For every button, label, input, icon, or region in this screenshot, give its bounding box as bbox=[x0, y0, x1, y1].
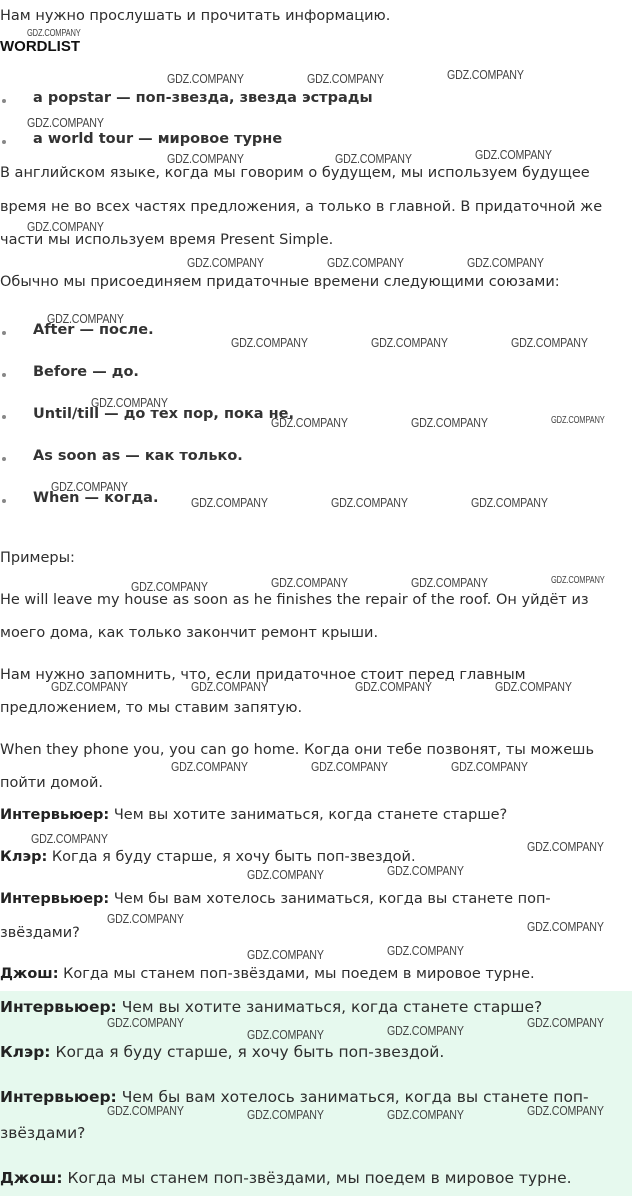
answer-line bbox=[0, 1169, 572, 1187]
wordlist-item bbox=[16, 131, 282, 147]
watermark: GDZ.COMPANY bbox=[471, 495, 548, 510]
watermark: GDZ.COMPANY bbox=[331, 495, 408, 510]
grammar-paragraph: В английском языке, когда мы говорим о будущем, мы используем будущее bbox=[0, 165, 590, 181]
answer-line bbox=[0, 998, 542, 1016]
conjunction-text: When — когда. bbox=[33, 490, 159, 506]
watermark: GDZ.COMPANY bbox=[231, 335, 308, 350]
dialogue-text: Чем вы хотите заниматься, когда станете старше? bbox=[113, 807, 508, 823]
watermark: GDZ.COMPANY bbox=[371, 335, 448, 350]
watermark: GDZ.COMPANY bbox=[387, 1023, 464, 1038]
examples-label: Примеры: bbox=[0, 550, 75, 566]
watermark: GDZ.COMPANY bbox=[551, 575, 605, 586]
dialogue-text: Когда мы станем поп-звёздами, мы поедем в мировое турне. bbox=[63, 966, 535, 982]
speaker-name: Интервьюер: bbox=[0, 891, 110, 907]
example-sentence: моего дома, как только закончит ремонт крыши. bbox=[0, 625, 379, 641]
conjunction-item bbox=[16, 448, 243, 464]
watermark: GDZ.COMPANY bbox=[475, 147, 552, 162]
watermark: GDZ.COMPANY bbox=[527, 1015, 604, 1030]
speaker-name: Джош: bbox=[0, 966, 59, 982]
dialogue-text: Когда я буду старше, я хочу быть поп-звездой. bbox=[51, 849, 416, 865]
watermark: GDZ.COMPANY bbox=[91, 395, 168, 410]
watermark: GDZ.COMPANY bbox=[131, 579, 208, 594]
watermark: GDZ.COMPANY bbox=[271, 575, 348, 590]
watermark: GDZ.COMPANY bbox=[247, 1027, 324, 1042]
watermark: GDZ.COMPANY bbox=[51, 679, 128, 694]
watermark: GDZ.COMPANY bbox=[467, 255, 544, 270]
watermark: GDZ.COMPANY bbox=[191, 679, 268, 694]
example-sentence: When they phone you, you can go home. Когда они тебе позвонят, ты можешь bbox=[0, 742, 594, 758]
watermark: GDZ.COMPANY bbox=[527, 919, 604, 934]
watermark: GDZ.COMPANY bbox=[107, 911, 184, 926]
watermark: GDZ.COMPANY bbox=[187, 255, 264, 270]
intro-text: Нам нужно прослушать и прочитать информацию. bbox=[0, 8, 391, 24]
conjunction-item bbox=[16, 364, 139, 380]
watermark: GDZ.COMPANY bbox=[247, 1107, 324, 1122]
watermark: GDZ.COMPANY bbox=[527, 839, 604, 854]
grammar-paragraph: предложением, то мы ставим запятую. bbox=[0, 700, 303, 716]
answer-line bbox=[0, 1088, 589, 1106]
watermark: GDZ.COMPANY bbox=[107, 1015, 184, 1030]
watermark: GDZ.COMPANY bbox=[387, 943, 464, 958]
wordlist-item-text: a world tour — мировое турне bbox=[33, 131, 283, 147]
watermark: GDZ.COMPANY bbox=[31, 831, 108, 846]
watermark: GDZ.COMPANY bbox=[355, 679, 432, 694]
watermark: GDZ.COMPANY bbox=[171, 759, 248, 774]
wordlist-title: WORDLIST bbox=[0, 38, 80, 55]
watermark: GDZ.COMPANY bbox=[51, 479, 128, 494]
wordlist-item bbox=[16, 90, 373, 106]
watermark: GDZ.COMPANY bbox=[511, 335, 588, 350]
watermark: GDZ.COMPANY bbox=[27, 219, 104, 234]
wordlist-item-text: a popstar — поп-звезда, звезда эстрады bbox=[33, 90, 373, 106]
watermark: GDZ.COMPANY bbox=[551, 415, 605, 426]
dialogue-line bbox=[0, 849, 416, 865]
watermark: GDZ.COMPANY bbox=[271, 415, 348, 430]
watermark: GDZ.COMPANY bbox=[447, 67, 524, 82]
answer-text: Когда мы станем поп-звёздами, мы поедем в мировое турне. bbox=[67, 1169, 572, 1187]
watermark: GDZ.COMPANY bbox=[451, 759, 528, 774]
watermark: GDZ.COMPANY bbox=[247, 867, 324, 882]
watermark: GDZ.COMPANY bbox=[167, 151, 244, 166]
speaker-name: Интервьюер: bbox=[0, 807, 110, 823]
dialogue-line bbox=[0, 891, 551, 907]
watermark: GDZ.COMPANY bbox=[191, 495, 268, 510]
watermark: GDZ.COMPANY bbox=[495, 679, 572, 694]
example-sentence: He will leave my house as soon as he finishes the repair of the roof. Он уйдёт из bbox=[0, 592, 589, 608]
watermark: GDZ.COMPANY bbox=[307, 71, 384, 86]
conjunction-text: Until/till — до тех пор, пока не. bbox=[33, 406, 294, 422]
speaker-name: Джош: bbox=[0, 1169, 63, 1187]
answer-line-cont: звёздами? bbox=[0, 1124, 86, 1142]
grammar-paragraph: Нам нужно запомнить, что, если придаточное стоит перед главным bbox=[0, 667, 526, 683]
grammar-paragraph: части мы используем время Present Simple. bbox=[0, 232, 334, 248]
answer-text: Чем бы вам хотелось заниматься, когда вы станете поп- bbox=[121, 1088, 589, 1106]
answer-text: Чем вы хотите заниматься, когда станете старше? bbox=[121, 998, 543, 1016]
watermark: GDZ.COMPANY bbox=[327, 255, 404, 270]
watermark: GDZ.COMPANY bbox=[27, 28, 81, 39]
watermark: GDZ.COMPANY bbox=[527, 1103, 604, 1118]
watermark: GDZ.COMPANY bbox=[47, 311, 124, 326]
dialogue-text: Чем бы вам хотелось заниматься, когда вы станете поп- bbox=[113, 891, 551, 907]
conjunction-text: As soon as — как только. bbox=[33, 448, 243, 464]
grammar-paragraph: время не во всех частях предложения, а только в главной. В придаточной же bbox=[0, 199, 603, 215]
watermark: GDZ.COMPANY bbox=[387, 1107, 464, 1122]
watermark: GDZ.COMPANY bbox=[107, 1103, 184, 1118]
watermark: GDZ.COMPANY bbox=[387, 863, 464, 878]
conjunction-text: Before — до. bbox=[33, 364, 139, 380]
speaker-name: Клэр: bbox=[0, 849, 48, 865]
speaker-name: Интервьюер: bbox=[0, 1088, 117, 1106]
speaker-name: Интервьюер: bbox=[0, 998, 117, 1016]
conjunction-text: After — после. bbox=[33, 322, 154, 338]
watermark: GDZ.COMPANY bbox=[411, 415, 488, 430]
dialogue-line bbox=[0, 807, 507, 823]
watermark: GDZ.COMPANY bbox=[27, 115, 104, 130]
answer-text: Когда я буду старше, я хочу быть поп-звездой. bbox=[55, 1043, 445, 1061]
watermark: GDZ.COMPANY bbox=[335, 151, 412, 166]
dialogue-line bbox=[0, 966, 535, 982]
example-sentence: пойти домой. bbox=[0, 775, 103, 791]
watermark: GDZ.COMPANY bbox=[311, 759, 388, 774]
dialogue-line-cont: звёздами? bbox=[0, 925, 80, 941]
speaker-name: Клэр: bbox=[0, 1043, 51, 1061]
watermark: GDZ.COMPANY bbox=[411, 575, 488, 590]
answer-line bbox=[0, 1043, 444, 1061]
watermark: GDZ.COMPANY bbox=[247, 947, 324, 962]
conjunctions-intro: Обычно мы присоединяем придаточные времени следующими союзами: bbox=[0, 274, 560, 290]
watermark: GDZ.COMPANY bbox=[167, 71, 244, 86]
